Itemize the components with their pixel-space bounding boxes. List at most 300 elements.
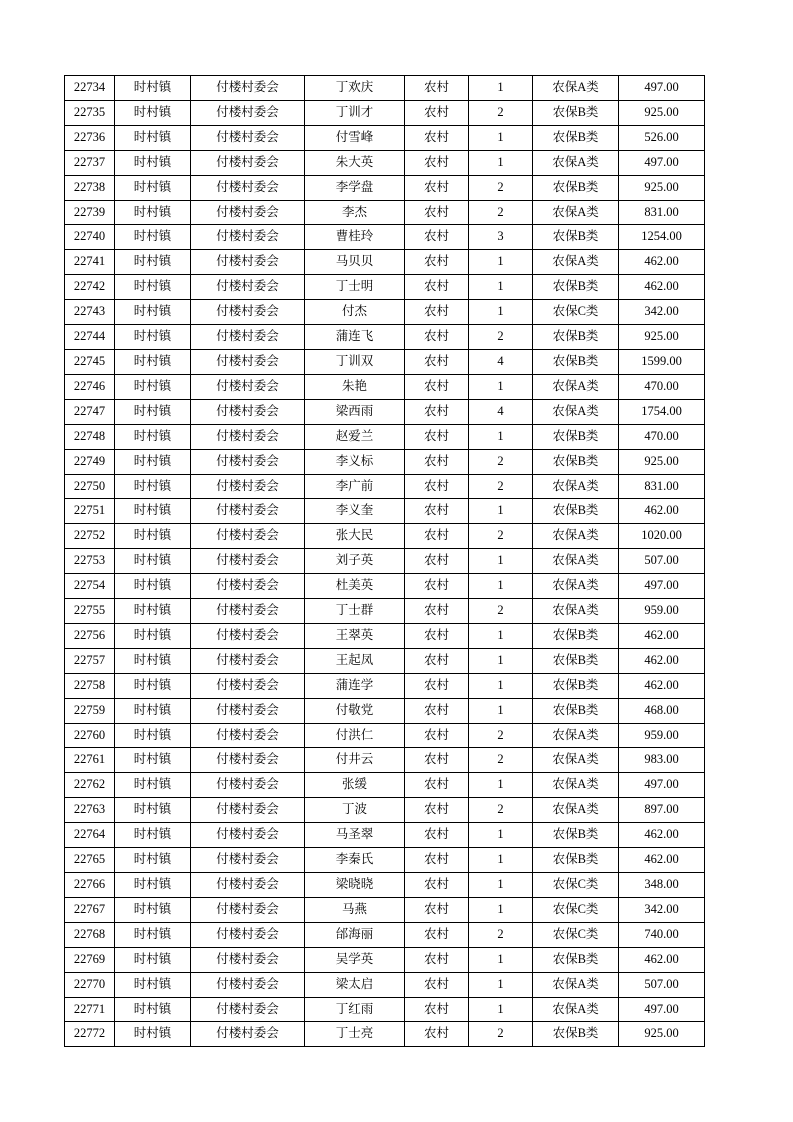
table-row — [65, 723, 705, 748]
cell-amount: 462.00 — [619, 275, 705, 300]
cell-id: 22768 — [65, 922, 115, 947]
cell-category: 农保B类 — [533, 848, 619, 873]
cell-count: 3 — [469, 225, 533, 250]
cell-name: 丁训双 — [305, 349, 405, 374]
cell-id: 22769 — [65, 947, 115, 972]
table-row — [65, 873, 705, 898]
cell-category: 农保B类 — [533, 499, 619, 524]
cell-id: 22745 — [65, 349, 115, 374]
cell-town: 时村镇 — [115, 997, 191, 1022]
cell-village: 付楼村委会 — [191, 723, 305, 748]
table-row — [65, 549, 705, 574]
cell-amount: 959.00 — [619, 599, 705, 624]
table-row — [65, 449, 705, 474]
cell-category: 农保B类 — [533, 947, 619, 972]
cell-amount: 925.00 — [619, 175, 705, 200]
cell-id: 22764 — [65, 823, 115, 848]
cell-name: 李秦氏 — [305, 848, 405, 873]
cell-town: 时村镇 — [115, 947, 191, 972]
cell-category: 农保B类 — [533, 275, 619, 300]
cell-village: 付楼村委会 — [191, 848, 305, 873]
cell-id: 22746 — [65, 374, 115, 399]
cell-name: 丁红雨 — [305, 997, 405, 1022]
cell-village: 付楼村委会 — [191, 997, 305, 1022]
table-row — [65, 648, 705, 673]
cell-category: 农保A类 — [533, 723, 619, 748]
cell-village: 付楼村委会 — [191, 549, 305, 574]
cell-id: 22744 — [65, 325, 115, 350]
cell-name: 丁士群 — [305, 599, 405, 624]
cell-town: 时村镇 — [115, 150, 191, 175]
cell-amount: 1754.00 — [619, 399, 705, 424]
cell-village: 付楼村委会 — [191, 499, 305, 524]
cell-name: 李义奎 — [305, 499, 405, 524]
cell-type: 农村 — [405, 723, 469, 748]
cell-type: 农村 — [405, 349, 469, 374]
cell-village: 付楼村委会 — [191, 748, 305, 773]
cell-count: 2 — [469, 449, 533, 474]
table-row — [65, 524, 705, 549]
table-row — [65, 823, 705, 848]
cell-category: 农保A类 — [533, 773, 619, 798]
cell-category: 农保A类 — [533, 748, 619, 773]
cell-id: 22767 — [65, 897, 115, 922]
cell-village: 付楼村委会 — [191, 225, 305, 250]
document-page — [64, 75, 705, 1047]
cell-village: 付楼村委会 — [191, 325, 305, 350]
table-row — [65, 474, 705, 499]
cell-type: 农村 — [405, 673, 469, 698]
table-row — [65, 175, 705, 200]
cell-town: 时村镇 — [115, 922, 191, 947]
cell-type: 农村 — [405, 325, 469, 350]
cell-count: 2 — [469, 723, 533, 748]
cell-id: 22759 — [65, 698, 115, 723]
cell-name: 赵爱兰 — [305, 424, 405, 449]
cell-category: 农保C类 — [533, 300, 619, 325]
cell-amount: 897.00 — [619, 798, 705, 823]
cell-town: 时村镇 — [115, 1022, 191, 1047]
cell-amount: 497.00 — [619, 997, 705, 1022]
cell-type: 农村 — [405, 225, 469, 250]
cell-town: 时村镇 — [115, 623, 191, 648]
cell-type: 农村 — [405, 150, 469, 175]
cell-type: 农村 — [405, 524, 469, 549]
cell-count: 2 — [469, 922, 533, 947]
cell-type: 农村 — [405, 499, 469, 524]
cell-amount: 925.00 — [619, 1022, 705, 1047]
table-row — [65, 997, 705, 1022]
cell-count: 2 — [469, 599, 533, 624]
cell-village: 付楼村委会 — [191, 922, 305, 947]
cell-amount: 462.00 — [619, 250, 705, 275]
cell-type: 农村 — [405, 300, 469, 325]
cell-count: 2 — [469, 100, 533, 125]
cell-category: 农保A类 — [533, 972, 619, 997]
cell-id: 22739 — [65, 200, 115, 225]
table-row — [65, 349, 705, 374]
cell-type: 农村 — [405, 748, 469, 773]
cell-town: 时村镇 — [115, 175, 191, 200]
cell-town: 时村镇 — [115, 250, 191, 275]
cell-village: 付楼村委会 — [191, 374, 305, 399]
cell-name: 付雪峰 — [305, 125, 405, 150]
cell-type: 农村 — [405, 100, 469, 125]
cell-village: 付楼村委会 — [191, 349, 305, 374]
cell-town: 时村镇 — [115, 125, 191, 150]
table-row — [65, 150, 705, 175]
cell-id: 22747 — [65, 399, 115, 424]
cell-category: 农保B类 — [533, 623, 619, 648]
table-row — [65, 623, 705, 648]
cell-type: 农村 — [405, 873, 469, 898]
cell-town: 时村镇 — [115, 798, 191, 823]
cell-count: 4 — [469, 399, 533, 424]
cell-id: 22758 — [65, 673, 115, 698]
cell-name: 李学盘 — [305, 175, 405, 200]
cell-name: 丁士明 — [305, 275, 405, 300]
cell-type: 农村 — [405, 798, 469, 823]
cell-amount: 470.00 — [619, 424, 705, 449]
cell-count: 1 — [469, 275, 533, 300]
cell-name: 丁波 — [305, 798, 405, 823]
cell-category: 农保B类 — [533, 349, 619, 374]
cell-id: 22735 — [65, 100, 115, 125]
cell-town: 时村镇 — [115, 723, 191, 748]
cell-name: 蒲连学 — [305, 673, 405, 698]
cell-id: 22762 — [65, 773, 115, 798]
cell-category: 农保A类 — [533, 250, 619, 275]
cell-count: 2 — [469, 1022, 533, 1047]
cell-count: 1 — [469, 76, 533, 101]
cell-amount: 925.00 — [619, 325, 705, 350]
cell-type: 农村 — [405, 549, 469, 574]
cell-name: 吴学英 — [305, 947, 405, 972]
cell-type: 农村 — [405, 922, 469, 947]
cell-name: 付杰 — [305, 300, 405, 325]
cell-amount: 497.00 — [619, 150, 705, 175]
cell-type: 农村 — [405, 474, 469, 499]
cell-type: 农村 — [405, 823, 469, 848]
cell-village: 付楼村委会 — [191, 798, 305, 823]
cell-town: 时村镇 — [115, 349, 191, 374]
cell-village: 付楼村委会 — [191, 648, 305, 673]
cell-town: 时村镇 — [115, 648, 191, 673]
cell-category: 农保A类 — [533, 574, 619, 599]
cell-name: 张大民 — [305, 524, 405, 549]
cell-type: 农村 — [405, 773, 469, 798]
cell-category: 农保A类 — [533, 599, 619, 624]
table-row — [65, 773, 705, 798]
cell-name: 马贝贝 — [305, 250, 405, 275]
cell-amount: 831.00 — [619, 200, 705, 225]
cell-id: 22770 — [65, 972, 115, 997]
cell-name: 付敬党 — [305, 698, 405, 723]
cell-id: 22736 — [65, 125, 115, 150]
cell-category: 农保B类 — [533, 125, 619, 150]
cell-village: 付楼村委会 — [191, 125, 305, 150]
cell-category: 农保B类 — [533, 673, 619, 698]
table-row — [65, 798, 705, 823]
cell-amount: 925.00 — [619, 449, 705, 474]
table-row — [65, 698, 705, 723]
cell-amount: 497.00 — [619, 773, 705, 798]
table-row — [65, 100, 705, 125]
cell-id: 22755 — [65, 599, 115, 624]
table-row — [65, 374, 705, 399]
cell-village: 付楼村委会 — [191, 449, 305, 474]
cell-count: 1 — [469, 698, 533, 723]
cell-count: 1 — [469, 125, 533, 150]
cell-name: 杜美英 — [305, 574, 405, 599]
cell-category: 农保A类 — [533, 997, 619, 1022]
cell-village: 付楼村委会 — [191, 1022, 305, 1047]
table-row — [65, 599, 705, 624]
cell-category: 农保B类 — [533, 225, 619, 250]
table-row — [65, 748, 705, 773]
cell-town: 时村镇 — [115, 673, 191, 698]
cell-town: 时村镇 — [115, 300, 191, 325]
cell-type: 农村 — [405, 848, 469, 873]
cell-amount: 1020.00 — [619, 524, 705, 549]
cell-village: 付楼村委会 — [191, 972, 305, 997]
cell-type: 农村 — [405, 175, 469, 200]
cell-id: 22766 — [65, 873, 115, 898]
table-row — [65, 922, 705, 947]
cell-village: 付楼村委会 — [191, 399, 305, 424]
cell-amount: 462.00 — [619, 499, 705, 524]
cell-count: 1 — [469, 374, 533, 399]
cell-village: 付楼村委会 — [191, 823, 305, 848]
table-row — [65, 947, 705, 972]
cell-category: 农保A类 — [533, 399, 619, 424]
cell-village: 付楼村委会 — [191, 673, 305, 698]
cell-town: 时村镇 — [115, 424, 191, 449]
cell-name: 梁西雨 — [305, 399, 405, 424]
cell-id: 22754 — [65, 574, 115, 599]
cell-name: 张缓 — [305, 773, 405, 798]
cell-count: 1 — [469, 648, 533, 673]
cell-village: 付楼村委会 — [191, 175, 305, 200]
cell-count: 1 — [469, 549, 533, 574]
cell-name: 王起凤 — [305, 648, 405, 673]
cell-amount: 462.00 — [619, 823, 705, 848]
cell-category: 农保B类 — [533, 823, 619, 848]
cell-type: 农村 — [405, 972, 469, 997]
cell-id: 22751 — [65, 499, 115, 524]
cell-amount: 1599.00 — [619, 349, 705, 374]
cell-count: 2 — [469, 474, 533, 499]
table-body — [65, 76, 705, 1047]
cell-amount: 983.00 — [619, 748, 705, 773]
cell-town: 时村镇 — [115, 275, 191, 300]
table-row — [65, 125, 705, 150]
cell-village: 付楼村委会 — [191, 424, 305, 449]
cell-category: 农保A类 — [533, 798, 619, 823]
cell-category: 农保C类 — [533, 873, 619, 898]
cell-town: 时村镇 — [115, 325, 191, 350]
cell-town: 时村镇 — [115, 399, 191, 424]
cell-amount: 462.00 — [619, 947, 705, 972]
cell-count: 1 — [469, 300, 533, 325]
cell-town: 时村镇 — [115, 748, 191, 773]
cell-count: 2 — [469, 524, 533, 549]
cell-type: 农村 — [405, 250, 469, 275]
cell-type: 农村 — [405, 897, 469, 922]
cell-category: 农保B类 — [533, 100, 619, 125]
cell-name: 马圣翠 — [305, 823, 405, 848]
cell-name: 王翠英 — [305, 623, 405, 648]
cell-id: 22748 — [65, 424, 115, 449]
cell-count: 2 — [469, 200, 533, 225]
cell-village: 付楼村委会 — [191, 897, 305, 922]
cell-amount: 462.00 — [619, 673, 705, 698]
cell-name: 朱艳 — [305, 374, 405, 399]
cell-village: 付楼村委会 — [191, 873, 305, 898]
cell-count: 1 — [469, 773, 533, 798]
cell-name: 李广前 — [305, 474, 405, 499]
cell-type: 农村 — [405, 1022, 469, 1047]
cell-count: 1 — [469, 947, 533, 972]
cell-id: 22752 — [65, 524, 115, 549]
table-row — [65, 574, 705, 599]
cell-amount: 507.00 — [619, 972, 705, 997]
cell-amount: 470.00 — [619, 374, 705, 399]
cell-amount: 740.00 — [619, 922, 705, 947]
cell-id: 22772 — [65, 1022, 115, 1047]
cell-id: 22763 — [65, 798, 115, 823]
cell-village: 付楼村委会 — [191, 300, 305, 325]
cell-id: 22756 — [65, 623, 115, 648]
table-row — [65, 200, 705, 225]
cell-id: 22743 — [65, 300, 115, 325]
cell-name: 蒲连飞 — [305, 325, 405, 350]
cell-amount: 342.00 — [619, 300, 705, 325]
cell-town: 时村镇 — [115, 698, 191, 723]
cell-type: 农村 — [405, 698, 469, 723]
cell-amount: 1254.00 — [619, 225, 705, 250]
cell-name: 李杰 — [305, 200, 405, 225]
cell-town: 时村镇 — [115, 225, 191, 250]
cell-village: 付楼村委会 — [191, 150, 305, 175]
cell-town: 时村镇 — [115, 100, 191, 125]
cell-id: 22738 — [65, 175, 115, 200]
cell-type: 农村 — [405, 623, 469, 648]
cell-count: 1 — [469, 897, 533, 922]
cell-count: 1 — [469, 972, 533, 997]
cell-id: 22761 — [65, 748, 115, 773]
cell-amount: 468.00 — [619, 698, 705, 723]
table-row — [65, 225, 705, 250]
cell-category: 农保B类 — [533, 648, 619, 673]
cell-id: 22737 — [65, 150, 115, 175]
cell-type: 农村 — [405, 449, 469, 474]
cell-town: 时村镇 — [115, 773, 191, 798]
cell-count: 2 — [469, 798, 533, 823]
table-row — [65, 972, 705, 997]
cell-category: 农保A类 — [533, 76, 619, 101]
cell-town: 时村镇 — [115, 972, 191, 997]
cell-amount: 507.00 — [619, 549, 705, 574]
cell-count: 1 — [469, 574, 533, 599]
cell-id: 22742 — [65, 275, 115, 300]
cell-name: 梁晓晓 — [305, 873, 405, 898]
cell-amount: 348.00 — [619, 873, 705, 898]
cell-name: 曹桂玲 — [305, 225, 405, 250]
table-row — [65, 300, 705, 325]
cell-name: 付井云 — [305, 748, 405, 773]
cell-category: 农保B类 — [533, 449, 619, 474]
table-row — [65, 1022, 705, 1047]
cell-village: 付楼村委会 — [191, 947, 305, 972]
cell-count: 1 — [469, 150, 533, 175]
cell-count: 1 — [469, 424, 533, 449]
cell-type: 农村 — [405, 997, 469, 1022]
cell-id: 22741 — [65, 250, 115, 275]
cell-amount: 462.00 — [619, 848, 705, 873]
cell-town: 时村镇 — [115, 599, 191, 624]
cell-id: 22757 — [65, 648, 115, 673]
cell-type: 农村 — [405, 648, 469, 673]
cell-count: 2 — [469, 175, 533, 200]
cell-name: 李义标 — [305, 449, 405, 474]
cell-amount: 925.00 — [619, 100, 705, 125]
cell-name: 朱大英 — [305, 150, 405, 175]
cell-village: 付楼村委会 — [191, 474, 305, 499]
cell-id: 22765 — [65, 848, 115, 873]
cell-village: 付楼村委会 — [191, 250, 305, 275]
cell-town: 时村镇 — [115, 200, 191, 225]
cell-category: 农保C类 — [533, 922, 619, 947]
cell-village: 付楼村委会 — [191, 599, 305, 624]
cell-id: 22750 — [65, 474, 115, 499]
cell-count: 4 — [469, 349, 533, 374]
cell-town: 时村镇 — [115, 823, 191, 848]
cell-count: 1 — [469, 673, 533, 698]
table-row — [65, 848, 705, 873]
cell-name: 邰海丽 — [305, 922, 405, 947]
cell-id: 22749 — [65, 449, 115, 474]
cell-count: 1 — [469, 823, 533, 848]
cell-category: 农保B类 — [533, 325, 619, 350]
cell-id: 22753 — [65, 549, 115, 574]
cell-type: 农村 — [405, 947, 469, 972]
payment-table — [64, 75, 705, 1047]
cell-type: 农村 — [405, 374, 469, 399]
cell-town: 时村镇 — [115, 897, 191, 922]
cell-village: 付楼村委会 — [191, 623, 305, 648]
cell-town: 时村镇 — [115, 549, 191, 574]
cell-town: 时村镇 — [115, 449, 191, 474]
cell-category: 农保A类 — [533, 374, 619, 399]
cell-village: 付楼村委会 — [191, 524, 305, 549]
cell-type: 农村 — [405, 275, 469, 300]
cell-id: 22771 — [65, 997, 115, 1022]
cell-type: 农村 — [405, 574, 469, 599]
cell-category: 农保A类 — [533, 150, 619, 175]
cell-town: 时村镇 — [115, 474, 191, 499]
cell-count: 2 — [469, 325, 533, 350]
cell-name: 丁训才 — [305, 100, 405, 125]
cell-category: 农保B类 — [533, 698, 619, 723]
cell-category: 农保A类 — [533, 474, 619, 499]
cell-name: 马燕 — [305, 897, 405, 922]
table-row — [65, 250, 705, 275]
cell-id: 22734 — [65, 76, 115, 101]
cell-count: 1 — [469, 250, 533, 275]
cell-count: 1 — [469, 997, 533, 1022]
cell-type: 农村 — [405, 599, 469, 624]
